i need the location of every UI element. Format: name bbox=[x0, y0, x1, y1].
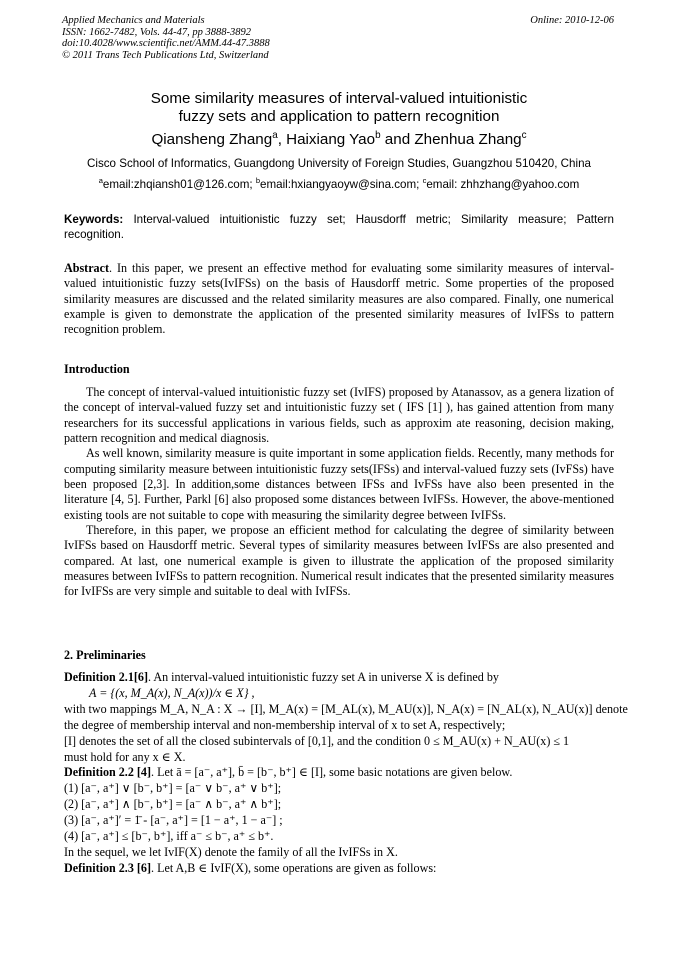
definition-2-3 bbox=[64, 861, 624, 877]
intro-paragraph-3: Therefore, in this paper, we propose an efficient method for calculating the degree of similarity between IvIFSs based on Hausdorff metric. Several types of similarity measures between IvIFSs are also presented and compared. At last, one numerical example is given to illustrate the application of the proposed similarity measures between IvIFSs to pattern recognition. Numerical result indicates that the presented similarity measures for IvIFSs are very simple and suitable to deal with IvIFSs. bbox=[64, 523, 614, 599]
author-2-mark: b bbox=[375, 129, 381, 141]
author-2: Haixiang Yao bbox=[286, 131, 376, 148]
doi: doi:10.4028/www.scientific.net/AMM.44-47.3888 bbox=[62, 38, 270, 50]
email-b-mark: b bbox=[255, 176, 261, 186]
author-3-mark: c bbox=[521, 129, 527, 141]
title-line-1: Some similarity measures of interval-valued intuitionistic bbox=[150, 90, 528, 107]
introduction-body bbox=[64, 385, 614, 600]
keywords bbox=[64, 213, 614, 242]
issn: ISSN: 1662-7482, Vols. 44-47, pp 3888-3892 bbox=[62, 26, 251, 38]
copyright: © 2011 Trans Tech Publications Ltd, Switzerland bbox=[62, 49, 269, 61]
abstract bbox=[64, 261, 614, 338]
keywords-text: Interval-valued intuitionistic fuzzy set; Hausdorff metric; Similarity measure; Pattern recognition. bbox=[64, 213, 614, 241]
preliminaries-heading: 2. Preliminaries bbox=[64, 648, 146, 662]
introduction-heading: Introduction bbox=[64, 362, 130, 376]
author-1-mark: a bbox=[272, 129, 278, 141]
author-1: Qiansheng Zhang bbox=[151, 131, 273, 148]
definition-2-3-label: Definition 2.3 [6] bbox=[64, 860, 152, 875]
email-a: email:zhqiansh01@126.com; bbox=[102, 178, 256, 191]
definition-2-1-line-3: with two mappings M_A, N_A : X → [I], M_A(x) = [M_AL(x), M_AU(x)], N_A(x) = [N_AL(x), N_AU(x)] denote bbox=[64, 701, 628, 716]
sequel-sentence: In the sequel, we let IvIF(X) denote the family of all the IvIFSs in X. bbox=[64, 844, 398, 859]
author-separator: and bbox=[380, 131, 415, 148]
definition-2-2 bbox=[64, 765, 624, 781]
email-c-mark: c bbox=[422, 176, 427, 186]
keywords-label: Keywords: bbox=[64, 213, 124, 226]
intro-paragraph-2: As well known, similarity measure is quite important in some application fields. Recently, many methods for computing similarity measure between intuitionistic fuzzy sets(IFSs) and interval-valued fuzzy sets (IvFSs) have been proposed [2,3]. In addition,some distances between IFSs and IvFSs have also been presented in the literature [4, 5]. Further, Parkl [6] also proposed some distances between IvIFSs. However, the above-mentioned existing tools are not suitable to cope with measuring the similarity degree between IvIFSs. bbox=[64, 446, 614, 522]
journal-header bbox=[62, 15, 270, 61]
author-list bbox=[0, 131, 678, 148]
online-date: Online: 2010-12-06 bbox=[530, 15, 614, 26]
paper-title bbox=[0, 90, 678, 126]
operation-1: (1) [a⁻, a⁺] ∨ [b⁻, b⁺] = [a⁻ ∨ b⁻, a⁺ ∨ b⁺]; bbox=[64, 781, 282, 796]
affiliation: Cisco School of Informatics, Guangdong University of Foreign Studies, Guangzhou 510420, China bbox=[87, 157, 591, 170]
definition-2-1 bbox=[64, 670, 624, 686]
definition-2-1-formula: A = {(x, M_A(x), N_A(x))/x ∈ X} , bbox=[89, 685, 255, 700]
definition-2-1-line-4: the degree of membership interval and non-membership interval of x to set A, respectively; bbox=[64, 717, 506, 732]
definition-2-2-label: Definition 2.2 [4] bbox=[64, 765, 152, 780]
definition-2-2-text: . Let ā = [a⁻, a⁺], b̄ = [b⁻, b⁺] ∈ [I], some basic notations are given below. bbox=[151, 765, 513, 780]
title-line-2: fuzzy sets and application to pattern recognition bbox=[178, 108, 500, 125]
abstract-label: Abstract bbox=[64, 261, 110, 275]
definition-2-1-line-5: [I] denotes the set of all the closed subintervals of [0,1], and the condition 0 ≤ M_AU(x) + N_AU(x) ≤ 1 bbox=[64, 733, 570, 748]
definition-2-1-text: . An interval-valued intuitionistic fuzzy set A in universe X is defined by bbox=[147, 670, 499, 684]
intro-paragraph-1: The concept of interval-valued intuitionistic fuzzy set (IvIFS) proposed by Atanassov, as a genera lization of the concept of interval-valued fuzzy set and intuitionistic fuzzy set ( IFS [1] ), has gained attention from many researchers for its successful applications in various fields, such as approxim ate reasoning, decision making, pattern recognition and medical diagnosis. bbox=[64, 385, 614, 446]
definition-2-3-text: . Let A,B ∈ IvIF(X), some operations are given as follows: bbox=[151, 860, 437, 875]
operation-3: (3) [a⁻, a⁺]′ = 1̄ - [a⁻, a⁺] = [1 − a⁺, 1 − a⁻] ; bbox=[64, 813, 283, 828]
email-list bbox=[0, 178, 678, 191]
definition-2-1-line-6: must hold for any x ∈ X. bbox=[64, 749, 186, 764]
operation-4: (4) [a⁻, a⁺] ≤ [b⁻, b⁺], iff a⁻ ≤ b⁻, a⁺ ≤ b⁺. bbox=[64, 829, 274, 844]
definition-2-1-label: Definition 2.1[6] bbox=[64, 670, 148, 684]
journal-name: Applied Mechanics and Materials bbox=[62, 15, 205, 26]
email-b: email:hxiangyaoyw@sina.com; bbox=[260, 178, 423, 191]
abstract-text: . In this paper, we present an effective method for evaluating some similarity measures of interval-valued intuitionistic fuzzy sets(IvIFSs) on the basis of Hausdorff metric. Some properties of the proposed similarity measures are discussed and the related similarity measures are also compared. Finally, one numerical example is given to demonstrate the application of the presented similarity measures of IvIFSs to pattern recognition problem. bbox=[64, 261, 614, 337]
preliminaries-body bbox=[64, 670, 628, 877]
email-a-mark: a bbox=[98, 176, 103, 186]
author-3: Zhenhua Zhang bbox=[414, 131, 522, 148]
operation-2: (2) [a⁻, a⁺] ∧ [b⁻, b⁺] = [a⁻ ∧ b⁻, a⁺ ∧ b⁺]; bbox=[64, 797, 282, 812]
email-c: email: zhhzhang@yahoo.com bbox=[426, 178, 580, 191]
author-separator: , bbox=[277, 131, 287, 148]
